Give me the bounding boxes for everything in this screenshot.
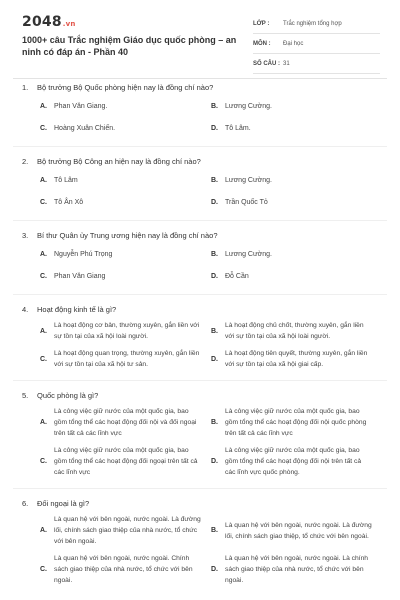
- meta-label: MÔN :: [253, 40, 271, 47]
- option-b[interactable]: [211, 403, 382, 442]
- question-divider: [13, 380, 387, 381]
- option-letter: B.: [211, 327, 218, 335]
- question-item: [0, 496, 400, 589]
- option-text: Là hoạt động chủ chốt, thường xuyên, gắn liền với sự tồn tại của xã hội loài người.: [225, 322, 364, 340]
- question-item: [0, 388, 400, 481]
- option-letter: C.: [40, 198, 47, 206]
- question-text: Bộ trưởng Bộ Công an hiện nay là đồng chí nào?: [37, 157, 201, 166]
- question-divider: [13, 294, 387, 295]
- meta-row-count: [253, 54, 380, 74]
- header-divider: [13, 78, 387, 79]
- option-text: Là công việc giữ nước của một quốc gia, bao gồm tổng thể các hoạt động đối nội và đối ngoại trên tất cả các lĩnh vực: [54, 408, 197, 437]
- option-a[interactable]: [40, 511, 211, 550]
- question-number: 1.: [22, 83, 29, 92]
- option-b[interactable]: [211, 511, 382, 550]
- option-b[interactable]: [211, 95, 382, 117]
- question-header: [0, 388, 400, 403]
- option-text: Là hoạt động cơ bản, thường xuyên, gắn liền với sự tồn tại của xã hội loài người.: [54, 322, 200, 340]
- option-letter: C.: [40, 458, 47, 465]
- option-letter: A.: [40, 527, 47, 534]
- option-d[interactable]: [211, 117, 382, 139]
- question-number: 6.: [22, 499, 29, 508]
- question-item: [0, 302, 400, 373]
- option-letter: C.: [40, 124, 47, 132]
- option-grid: [0, 317, 400, 373]
- option-letter: A.: [40, 327, 47, 335]
- option-letter: C.: [40, 566, 47, 573]
- meta-label: SỐ CÂU :: [253, 60, 280, 67]
- option-letter: D.: [211, 566, 218, 573]
- option-text: Là công việc giữ nước của một quốc gia, bao gồm tổng thể các hoạt động đối ngoại trên tất cả các lĩnh vực: [54, 447, 198, 476]
- option-text: Tô Ân Xô: [54, 198, 84, 206]
- question-number: 4.: [22, 305, 29, 314]
- question-text: Bộ trưởng Bộ Quốc phòng hiện nay là đồng chí nào?: [37, 83, 214, 92]
- question-list: [0, 80, 400, 596]
- option-letter: A.: [40, 102, 47, 110]
- question-text: Hoạt động kinh tế là gì?: [37, 305, 117, 314]
- option-letter: D.: [211, 198, 218, 206]
- option-text: Là công việc giữ nước của một quốc gia, bao gồm tổng thể các hoạt động đối nội quốc phòng trên tất cả các lĩnh vực: [225, 408, 367, 437]
- option-text: Phan Văn Giang: [54, 272, 106, 280]
- option-d[interactable]: [211, 265, 382, 287]
- option-letter: B.: [211, 102, 218, 110]
- option-letter: A.: [40, 176, 47, 184]
- option-text: Là quan hệ với bên ngoài, nước ngoài. Là đường lối, chính sách giao thiệp, tổ chức với bên ngoài.: [225, 521, 372, 540]
- site-logo[interactable]: [22, 14, 76, 30]
- option-grid: [0, 243, 400, 287]
- option-a[interactable]: [40, 243, 211, 265]
- option-b[interactable]: [211, 169, 382, 191]
- option-d[interactable]: [211, 550, 382, 589]
- question-header: [0, 80, 400, 95]
- option-grid: [0, 511, 400, 589]
- option-c[interactable]: [40, 550, 211, 589]
- option-c[interactable]: [40, 191, 211, 213]
- question-number: 3.: [22, 231, 29, 240]
- question-header: [0, 496, 400, 511]
- question-divider: [13, 488, 387, 489]
- option-d[interactable]: [211, 345, 382, 373]
- option-grid: [0, 403, 400, 481]
- option-text: Là công việc giữ nước của một quốc gia, bao gồm tổng thể các hoạt động đối nội trên tất cả các lĩnh vực quốc phòng.: [225, 447, 362, 476]
- page-title: 1000+ câu Trắc nghiệm Giáo dục quốc phòng – an ninh có đáp án - Phần 40: [22, 35, 237, 57]
- question-item: [0, 228, 400, 287]
- option-a[interactable]: [40, 95, 211, 117]
- option-text: Phan Văn Giang.: [54, 102, 108, 110]
- option-grid: [0, 95, 400, 139]
- meta-row-class: [253, 14, 380, 34]
- meta-value: Trắc nghiệm tổng hợp: [283, 20, 342, 27]
- meta-info: [253, 14, 380, 74]
- option-a[interactable]: [40, 403, 211, 442]
- option-letter: B.: [211, 250, 218, 258]
- option-letter: A.: [40, 419, 47, 426]
- option-c[interactable]: [40, 117, 211, 139]
- option-letter: B.: [211, 527, 218, 534]
- question-number: 2.: [22, 157, 29, 166]
- option-letter: D.: [211, 124, 218, 132]
- option-text: Tô Lâm.: [225, 124, 251, 132]
- meta-row-subject: [253, 34, 380, 54]
- question-text: Quốc phòng là gì?: [37, 391, 99, 400]
- option-d[interactable]: [211, 191, 382, 213]
- option-grid: [0, 169, 400, 213]
- option-text: Lương Cường.: [225, 102, 272, 110]
- option-b[interactable]: [211, 243, 382, 265]
- page-header: [0, 0, 400, 75]
- option-letter: C.: [40, 272, 47, 280]
- question-number: 5.: [22, 391, 29, 400]
- option-c[interactable]: [40, 265, 211, 287]
- option-text: Là hoạt động quan trọng, thường xuyên, gắn liền với sự tồn tại của xã hội tư sản.: [54, 350, 200, 368]
- option-a[interactable]: [40, 169, 211, 191]
- question-divider: [13, 220, 387, 221]
- option-letter: D.: [211, 272, 218, 280]
- option-text: Nguyễn Phú Trọng: [54, 250, 113, 258]
- meta-value: Đại học: [283, 40, 304, 47]
- option-letter: A.: [40, 250, 47, 258]
- option-text: Là quan hệ với bên ngoài, nước ngoài. Là chính sách giao thiệp của nhà nước, tổ chức với bên ngoài.: [225, 555, 369, 584]
- question-divider: [13, 146, 387, 147]
- question-text: Đối ngoại là gì?: [37, 499, 90, 508]
- option-text: Tô Lâm: [54, 176, 78, 184]
- option-letter: B.: [211, 176, 218, 184]
- option-text: Lương Cường.: [225, 176, 272, 184]
- question-header: [0, 154, 400, 169]
- option-c[interactable]: [40, 442, 211, 481]
- option-text: Là quan hệ với bên ngoài, nước ngoài. Chính sách giao thiệp của nhà nước, tổ chức với bên ngoài.: [54, 555, 193, 584]
- option-text: Là hoạt động tiên quyết, thường xuyên, gắn liền với sự tồn tại của xã hội giai cấp.: [225, 350, 368, 368]
- option-b[interactable]: [211, 317, 382, 345]
- option-c[interactable]: [40, 345, 211, 373]
- option-text: Trần Quốc Tỏ: [225, 198, 268, 206]
- meta-label: LỚP :: [253, 20, 270, 27]
- option-text: Là quan hệ với bên ngoài, nước ngoài. Là đường lối, chính sách giao thiệp của nhà nước, tổ chức với bên ngoài.: [54, 516, 201, 545]
- question-item: [0, 80, 400, 139]
- question-header: [0, 302, 400, 317]
- option-letter: D.: [211, 355, 218, 363]
- option-d[interactable]: [211, 442, 382, 481]
- option-letter: B.: [211, 419, 218, 426]
- logo-suffix: .vn: [62, 20, 76, 28]
- option-text: Lương Cường.: [225, 250, 272, 258]
- question-item: [0, 154, 400, 213]
- option-text: Hoàng Xuân Chiến.: [54, 124, 116, 132]
- logo-text: 2048: [22, 14, 62, 30]
- meta-value: 31: [283, 60, 290, 67]
- option-letter: D.: [211, 458, 218, 465]
- option-letter: C.: [40, 355, 47, 363]
- option-a[interactable]: [40, 317, 211, 345]
- question-text: Bí thư Quân ủy Trung ương hiện nay là đồng chí nào?: [37, 231, 218, 240]
- option-text: Đỗ Cần: [225, 272, 249, 280]
- question-header: [0, 228, 400, 243]
